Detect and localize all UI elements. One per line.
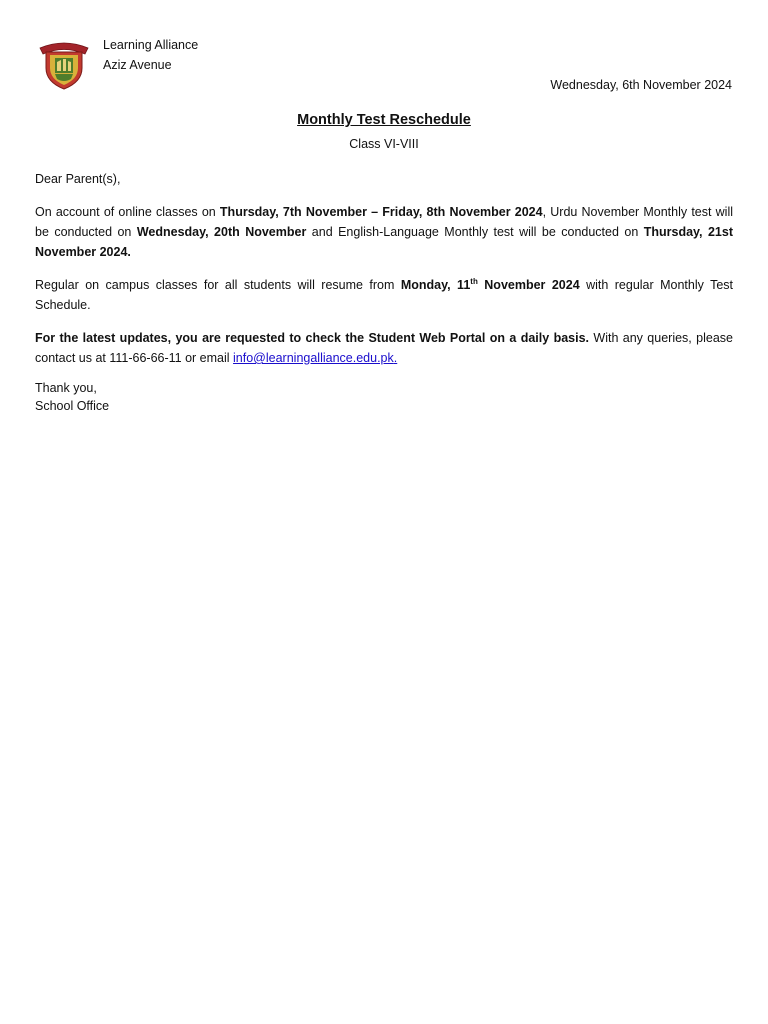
- para3-period: .: [393, 351, 398, 365]
- paragraph-resume: [35, 275, 733, 315]
- school-name: Learning Alliance: [103, 38, 199, 52]
- school-header: [103, 35, 198, 75]
- letter-subtitle: Class VI-VIII: [349, 137, 419, 151]
- para1-text-2: , Urdu November Monthly test will be conducted on: [35, 205, 734, 239]
- para2-sup: th: [470, 276, 478, 286]
- para2-bold-date: [401, 278, 580, 292]
- letter-title: Monthly Test Reschedule: [297, 112, 471, 128]
- letter-date: Wednesday, 6th November 2024: [550, 78, 732, 92]
- para2-day: Monday, 11: [400, 278, 471, 292]
- para2-text-2: with regular Monthly Test Schedule.: [35, 278, 733, 312]
- closing-signature: School Office: [35, 399, 110, 413]
- para2-text-1: Regular on campus classes for all students will resume from: [35, 278, 401, 292]
- para2-month: November 2024: [477, 278, 580, 292]
- para1-bold-3: Thursday, 21st November 2024.: [35, 225, 733, 259]
- para1-text-3: and English-Language Monthly test will be conducted on: [306, 225, 644, 239]
- closing-thanks: Thank you,: [35, 381, 97, 395]
- para1-bold-2: Wednesday, 20th November: [136, 225, 307, 239]
- email-link[interactable]: info@learningalliance.edu.pk: [233, 351, 394, 365]
- letter-body: [35, 169, 733, 381]
- campus-name: Aziz Avenue: [103, 58, 172, 72]
- greeting: Dear Parent(s),: [35, 172, 121, 186]
- para1-text-1: On account of online classes on: [35, 205, 220, 219]
- para3-bold: For the latest updates, you are requested to check the Student Web Portal on a daily basis.: [35, 331, 590, 345]
- para1-bold-1: Thursday, 7th November – Friday, 8th November 2024: [219, 205, 543, 219]
- paragraph-updates: [35, 328, 733, 368]
- para3-text-1: With any queries, please contact us at 111-66-66-11 or email: [35, 331, 733, 365]
- school-crest-icon: [38, 38, 90, 90]
- paragraph-schedule: [35, 202, 733, 262]
- letter-title-wrap: [0, 110, 768, 130]
- letter-closing: [35, 379, 109, 415]
